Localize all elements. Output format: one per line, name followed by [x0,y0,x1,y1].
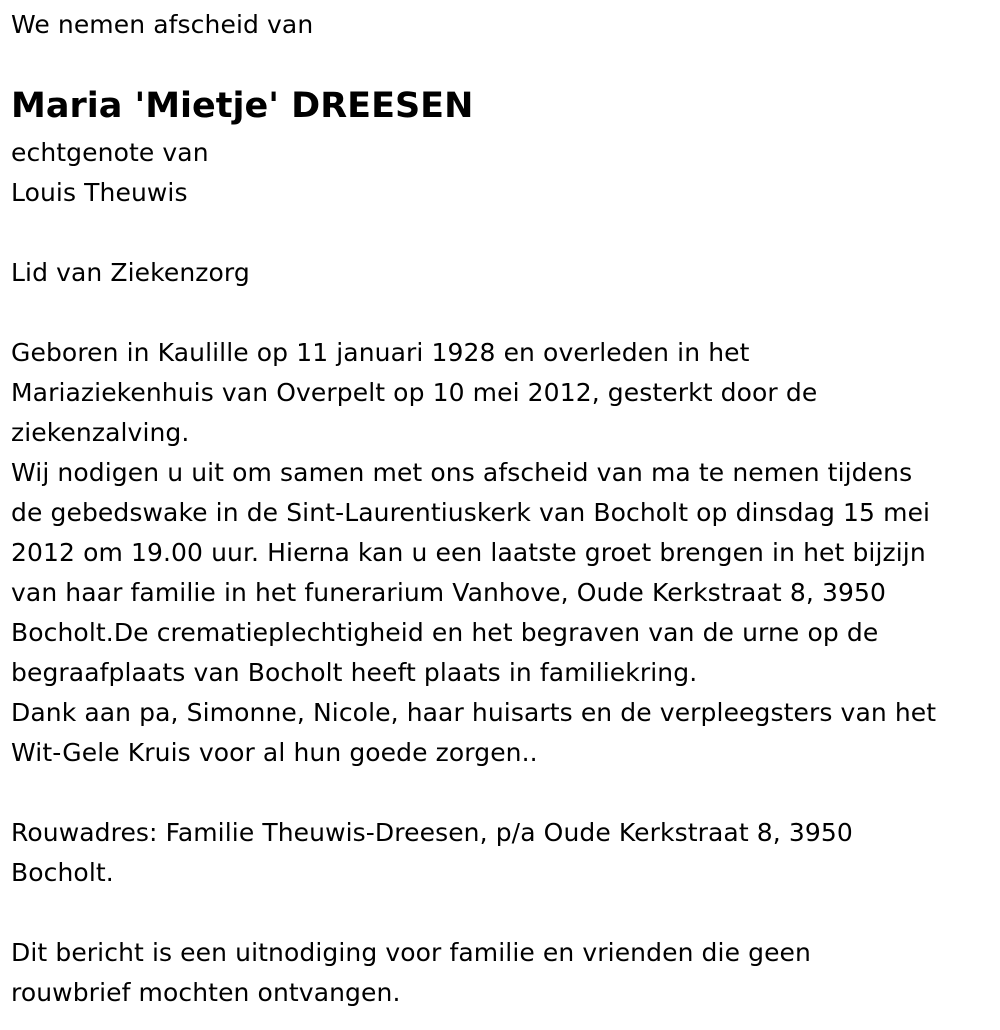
body-line: Mariaziekenhuis van Overpelt op 10 mei 2012, gesterkt door de [11,378,818,407]
body-line: Bocholt.De crematieplechtigheid en het begraven van de urne op de [11,618,879,647]
note-line: rouwbrief mochten ontvangen. [11,978,401,1007]
spouse-line: Louis Theuwis [11,178,188,207]
note-line: Dit bericht is een uitnodiging voor familie en vrienden die geen [11,938,811,967]
body-line: Wij nodigen u uit om samen met ons afscheid van ma te nemen tijdens [11,458,913,487]
membership-block [11,253,250,293]
address-line: Bocholt. [11,858,114,887]
main-text-block [11,333,936,773]
address-line: Rouwadres: Familie Theuwis-Dreesen, p/a Oude Kerkstraat 8, 3950 [11,818,853,847]
membership-text: Lid van Ziekenzorg [11,258,250,287]
deceased-name: Maria 'Mietje' DREESEN [11,86,474,126]
intro-text: We nemen afscheid van [11,10,314,39]
body-line: ziekenzalving. [11,418,190,447]
spouse-block [11,133,209,213]
body-line: 2012 om 19.00 uur. Hierna kan u een laatste groet brengen in het bijzijn [11,538,926,567]
body-line: de gebedswake in de Sint-Laurentiuskerk van Bocholt op dinsdag 15 mei [11,498,931,527]
body-line: begraafplaats van Bocholt heeft plaats in familiekring. [11,658,698,687]
spouse-line: echtgenote van [11,138,209,167]
body-line: Wit-Gele Kruis voor al hun goede zorgen.. [11,738,538,767]
body-line: Geboren in Kaulille op 11 januari 1928 en overleden in het [11,338,750,367]
invitation-note-block [11,933,811,1013]
mourning-address-block [11,813,853,893]
body-line: van haar familie in het funerarium Vanhove, Oude Kerkstraat 8, 3950 [11,578,886,607]
body-line: Dank aan pa, Simonne, Nicole, haar huisarts en de verpleegsters van het [11,698,937,727]
